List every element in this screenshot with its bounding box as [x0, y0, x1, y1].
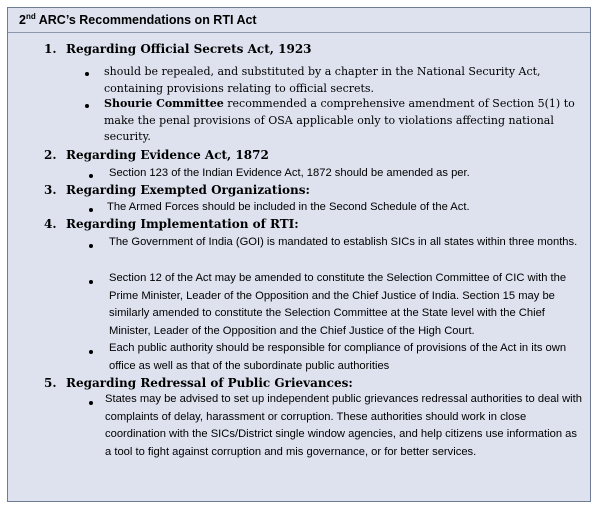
bullet-dot	[89, 401, 93, 405]
section-heading-2	[44, 148, 269, 162]
bullet-dot	[89, 244, 93, 248]
box-title	[19, 12, 257, 27]
recommendations-box	[7, 7, 591, 502]
list-item	[109, 340, 583, 375]
title-divider	[8, 32, 590, 33]
section-number: 1.	[44, 42, 57, 56]
section-number: 4.	[44, 217, 57, 231]
bullet-dot	[89, 174, 93, 178]
bullet-text: Section 123 of the Indian Evidence Act, 1872 should be amended as per.	[109, 167, 470, 179]
bullet-bold-text: Shourie Committee	[104, 97, 224, 110]
list-item	[109, 234, 579, 252]
section-heading-text: Regarding Redressal of Public Grievances:	[66, 376, 353, 390]
bullet-text: Each public authority should be responsible for compliance of provisions of the Act in its own office as well as that of the subordinate public authorities	[109, 342, 567, 372]
bullet-text: Section 12 of the Act may be amended to constitute the Selection Committee of CIC with the Prime Minister, Leader of the Opposition and the Chief Justice of India. Section 15 may be similarly amended to constitute the Selection Committee at the State level with the Chief Minister, Leader of the Opposition and the Chief Justice of the High Court.	[109, 272, 567, 337]
section-number: 2.	[44, 148, 57, 162]
list-item	[109, 270, 583, 340]
list-item	[104, 96, 579, 146]
bullet-text: should be repealed, and substituted by a chapter in the National Security Act, containing provisions relating to official secrets.	[104, 65, 541, 95]
section-heading-text: Regarding Official Secrets Act, 1923	[66, 42, 312, 56]
list-item	[105, 391, 585, 461]
bullet-text: recommended a comprehensive amendment of Section 5(1) to make the penal provisions of OSA applicable only to violations affecting national security.	[104, 97, 575, 143]
bullet-dot	[85, 104, 89, 108]
bullet-dot	[89, 208, 93, 212]
section-number: 5.	[44, 376, 57, 390]
list-item	[104, 64, 564, 97]
section-heading-5	[44, 376, 353, 390]
section-heading-text: Regarding Evidence Act, 1872	[66, 148, 269, 162]
bullet-text: The Government of India (GOI) is mandated to establish SICs in all states within three months.	[109, 236, 578, 248]
bullet-text: The Armed Forces should be included in the Second Schedule of the Act.	[107, 201, 470, 213]
list-item	[107, 199, 577, 217]
bullet-text: States may be advised to set up independent public grievances redressal authorities to deal with complaints of delay, harassment or corruption. These authorities should work in close coordination with the SICs/District single window agencies, and help citizens use information as a tool to fight against corruption and mis governance, or for better services.	[105, 393, 582, 458]
list-item	[109, 165, 579, 183]
bullet-dot	[89, 350, 93, 354]
section-heading-3	[44, 183, 310, 197]
title-suffix: nd	[25, 12, 36, 21]
section-heading-1	[44, 42, 312, 56]
section-number: 3.	[44, 183, 57, 197]
section-heading-4	[44, 217, 299, 231]
section-heading-text: Regarding Implementation of RTI:	[66, 217, 299, 231]
section-heading-text: Regarding Exempted Organizations:	[66, 183, 310, 197]
title-text: ARC’s Recommendations on RTI Act	[35, 13, 257, 28]
bullet-dot	[85, 72, 89, 76]
bullet-dot	[89, 280, 93, 284]
title-prefix: 2	[19, 13, 26, 28]
